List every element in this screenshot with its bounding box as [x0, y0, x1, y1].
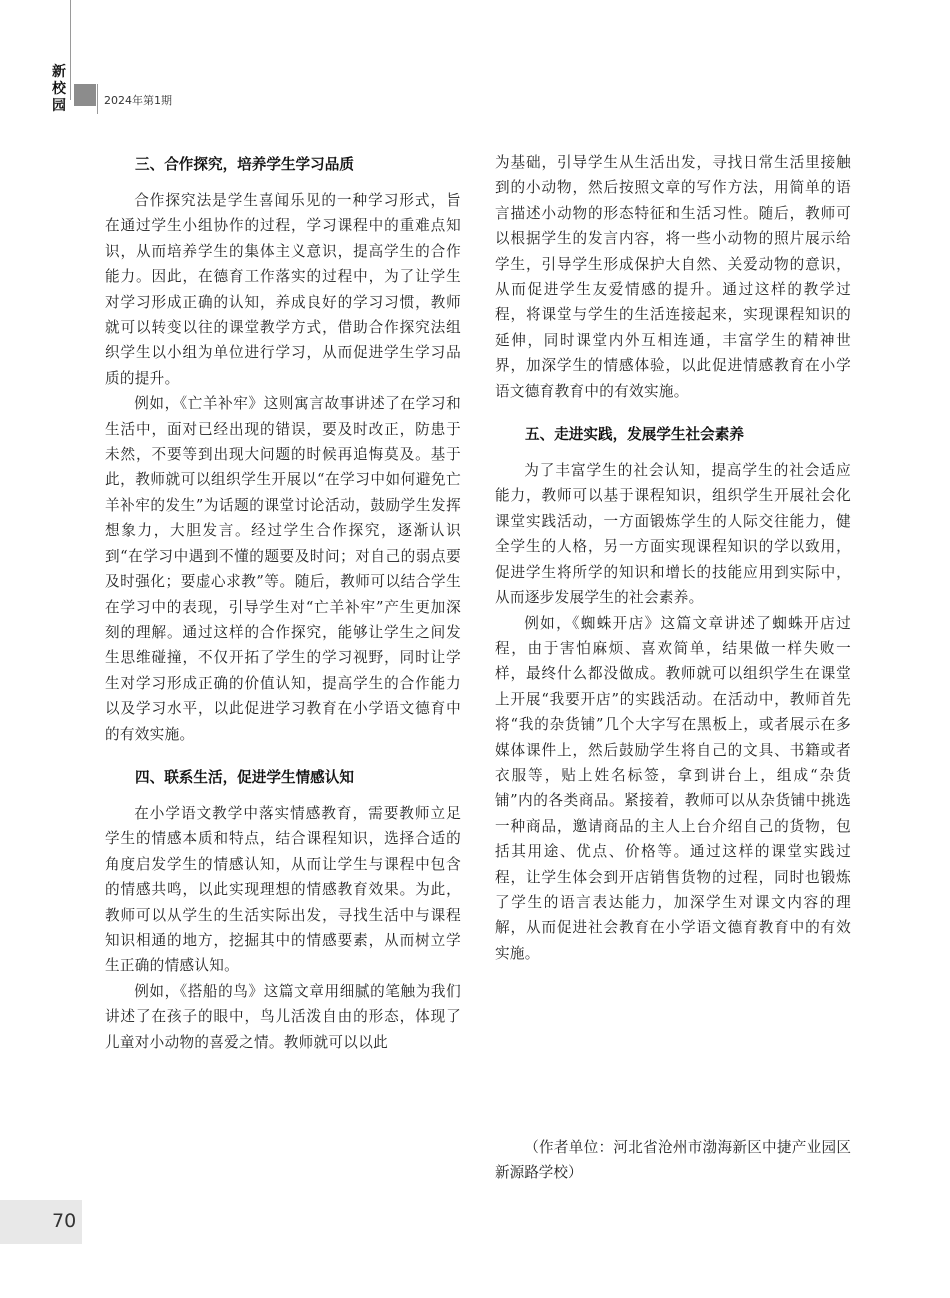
author-note: （作者单位：河北省沧州市渤海新区中捷产业园区新源路学校）: [495, 1139, 851, 1182]
paragraph: 合作探究法是学生喜闻乐见的一种学习形式，旨在通过学生小组协作的过程，学习课程中的重难点知识，从而培养学生的集体主义意识，提高学生的合作能力。因此，在德育工作落实的过程中，为了让学生对学习形成正确的认知，养成良好的学习习惯，教师就可以转变以往的课堂教学方式，借助合作探究法组织学生以小组为单位进行学习，从而促进学生学习品质的提升。: [105, 192, 461, 387]
issue-label: 2024年第1期: [104, 94, 172, 107]
masthead-char: 校: [52, 81, 66, 97]
section-3-title: 三、合作探究，培养学生学习品质: [135, 156, 354, 173]
masthead: [52, 64, 68, 115]
author-affiliation: [495, 1135, 851, 1186]
section-5-title: 五、走进实践，发展学生社会素养: [525, 426, 744, 444]
page-number: 70: [52, 1210, 77, 1232]
header-grey-block: [74, 84, 96, 106]
paragraph-continuation: 为基础，引导学生从生活出发，寻找日常生活里接触到的小动物，然后按照文章的写作方法，用简单的语言描述小动物的形态特征和生活习性。随后，教师可以根据学生的发言内容，将一些小动物的照片展示给学生，引导学生形成保护大自然、关爱动物的意识，从而促进学生友爱情感的提升。通过这样的教学过程，将课堂与学生的生活连接起来，实现课程知识的延伸，同时课堂内外互相连通，丰富学生的精神世界，加深学生的情感体验，以此促进情感教育在小学语文德育教育中的有效实施。: [495, 154, 851, 400]
masthead-char: 新: [52, 64, 66, 80]
paragraph: 例如，《蜘蛛开店》这篇文章讲述了蜘蛛开店过程，由于害怕麻烦、喜欢简单，结果做一样失败一样，最终什么都没做成。教师就可以组织学生在课堂上开展“我要开店”的实践活动。在活动中，教师首先将“我的杂货铺”几个大字写在黑板上，或者展示在多媒体课件上，然后鼓励学生将自己的文具、书籍或者衣服等，贴上姓名标签，拿到讲台上，组成“杂货铺”内的各类商品。紧接着，教师可以从杂货铺中挑选一种商品，邀请商品的主人上台介绍自己的货物，包括其用途、优点、价格等。通过这样的课堂实践过程，让学生体会到开店销售货物的过程，同时也锻炼了学生的语言表达能力，加深学生对课文内容的理解，从而促进社会教育在小学语文德育教育中的有效实施。: [495, 614, 851, 962]
left-column: [105, 150, 461, 1055]
section-4-title: 四、联系生活，促进学生情感认知: [135, 768, 354, 786]
paragraph: 为了丰富学生的社会认知，提高学生的社会适应能力，教师可以基于课程知识，组织学生开展社会化课堂实践活动，一方面锻炼学生的人际交往能力，健全学生的人格，另一方面实现课程知识的学以致用，促进学生将所学的知识和增长的技能应用到实际中，从而逐步发展学生的社会素养。: [495, 462, 851, 607]
paragraph: 例如，《亡羊补牢》这则寓言故事讲述了在学习和生活中，面对已经出现的错误，要及时改正，防患于未然，不要等到出现大问题的时候再追悔莫及。基于此，教师就可以组织学生开展以“在学习中如何避免亡羊补牢的发生”为话题的课堂讨论活动，鼓励学生发挥想象力，大胆发言。经过学生合作探究，逐渐认识到“在学习中遇到不懂的题要及时问；对自己的弱点要及时强化；要虚心求教”等。随后，教师可以结合学生在学习中的表现，引导学生对“亡羊补牢”产生更加深刻的理解。通过这样的合作探究，能够让学生之间发生思维碰撞，不仅开拓了学生的学习视野，同时让学生对学习形成正确的价值认知，提高学生的合作能力以及学习水平，以此促进学习教育在小学语文德育中的有效实施。: [105, 395, 461, 743]
right-column: [495, 150, 851, 966]
paragraph: 例如，《搭船的鸟》这篇文章用细腻的笔触为我们讲述了在孩子的眼中，鸟儿活泼自由的形态，体现了儿童对小动物的喜爱之情。教师就可以以此: [105, 982, 461, 1051]
masthead-char: 园: [52, 98, 66, 114]
header-tick-rule: [97, 84, 98, 114]
header-vertical-rule: [70, 0, 71, 100]
paragraph: 在小学语文教学中落实情感教育，需要教师立足学生的情感本质和特点，结合课程知识，选择合适的角度启发学生的情感认知，从而让学生与课程中包含的情感共鸣，以此实现理想的情感教育效果。为此，教师可以从学生的生活实际出发，寻找生活中与课程知识相通的地方，挖掘其中的情感要素，从而树立学生正确的情感认知。: [105, 804, 461, 975]
